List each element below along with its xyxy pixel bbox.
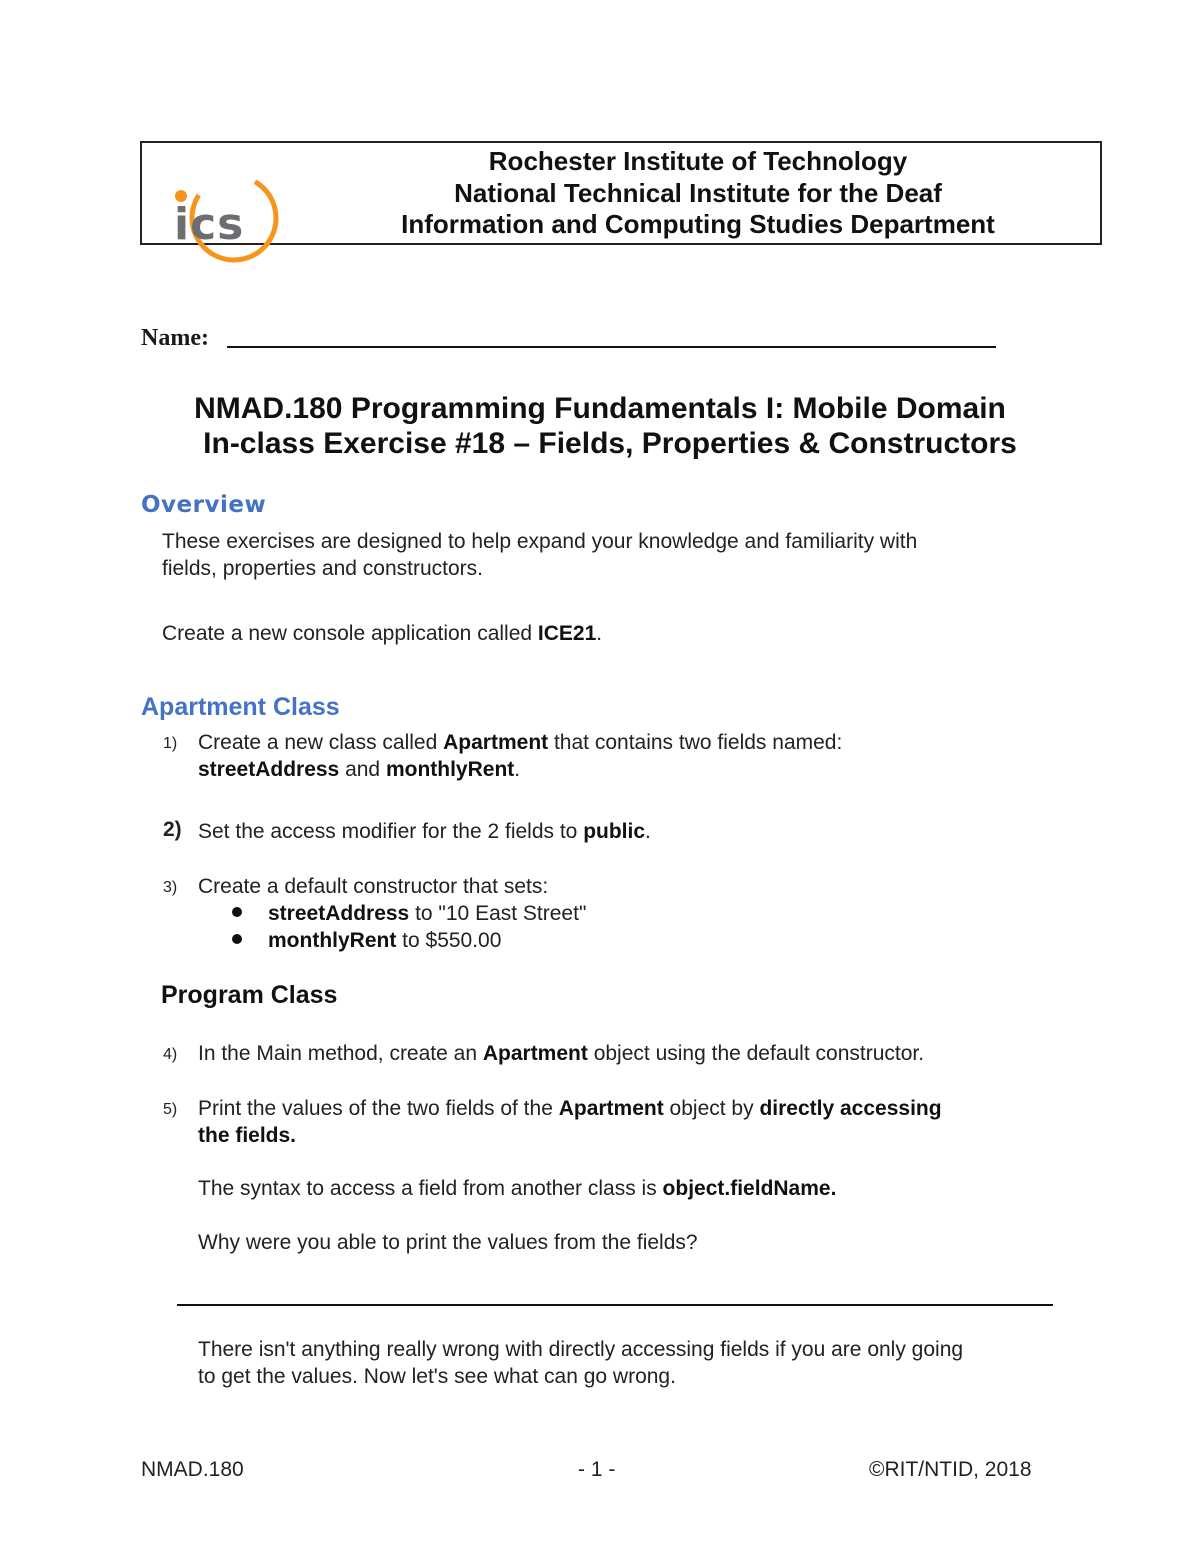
department-name: Information and Computing Studies Department — [401, 209, 995, 239]
name-input-line[interactable] — [227, 346, 996, 348]
step-5-number: 5) — [163, 1101, 178, 1118]
exercise-title: In-class Exercise #18 – Fields, Properties & Constructors — [203, 427, 1017, 460]
step-1-text: Create a new class called Apartment that contains two fields named: streetAddress and monthlyRent. — [198, 731, 843, 781]
overview-heading: Overview — [141, 492, 267, 518]
footer-copyright: ©RIT/NTID, 2018 — [869, 1458, 1032, 1481]
program-class-heading: Program Class — [161, 981, 338, 1009]
name-label: Name: — [141, 325, 209, 351]
syntax-note: The syntax to access a field from another class is object.fieldName. — [198, 1177, 837, 1200]
institution-block — [290, 146, 1106, 241]
overview-line-1: These exercises are designed to help expand your knowledge and familiarity with — [162, 530, 918, 553]
bullet-street-address: streetAddress to "10 East Street" — [268, 902, 587, 925]
bullet-icon — [232, 907, 242, 917]
step-4-number: 4) — [163, 1046, 178, 1063]
step-3-text: Create a default constructor that sets: — [198, 875, 549, 898]
bullet-icon — [232, 934, 242, 944]
closing-line-2: to get the values. Now let's see what can go wrong. — [198, 1365, 676, 1388]
footer-page-number: - 1 - — [578, 1458, 616, 1481]
step-3-number: 3) — [163, 879, 178, 896]
bullet-monthly-rent: monthlyRent to $550.00 — [268, 929, 502, 952]
step-1-number: 1) — [163, 735, 178, 752]
course-title: NMAD.180 Programming Fundamentals I: Mobile Domain — [194, 392, 1006, 425]
institute-name: Rochester Institute of Technology — [488, 146, 908, 176]
answer-line[interactable] — [177, 1304, 1053, 1306]
ics-logo — [170, 172, 282, 268]
college-name: National Technical Institute for the Deaf — [454, 177, 942, 208]
app-name: ICE21 — [537, 622, 597, 645]
logo-text: ics — [174, 199, 245, 250]
apartment-class-heading: Apartment Class — [141, 693, 340, 721]
step-4-text: In the Main method, create an Apartment object using the default constructor. — [198, 1042, 925, 1065]
overview-line-2: fields, properties and constructors. — [162, 557, 483, 580]
overview-paragraph — [162, 528, 917, 582]
create-app-instruction: Create a new console application called ICE21. — [162, 622, 603, 645]
closing-line-1: There isn't anything really wrong with directly accessing fields if you are only going — [198, 1338, 964, 1361]
step-2-number: 2) — [163, 818, 182, 841]
step-2-text: Set the access modifier for the 2 fields to public. — [198, 820, 651, 843]
closing-paragraph — [198, 1336, 963, 1390]
footer-course: NMAD.180 — [141, 1458, 244, 1481]
question-text: Why were you able to print the values from the fields? — [198, 1231, 698, 1254]
step-5-text: Print the values of the two fields of the Apartment object by directly accessing the fields. — [198, 1097, 942, 1147]
